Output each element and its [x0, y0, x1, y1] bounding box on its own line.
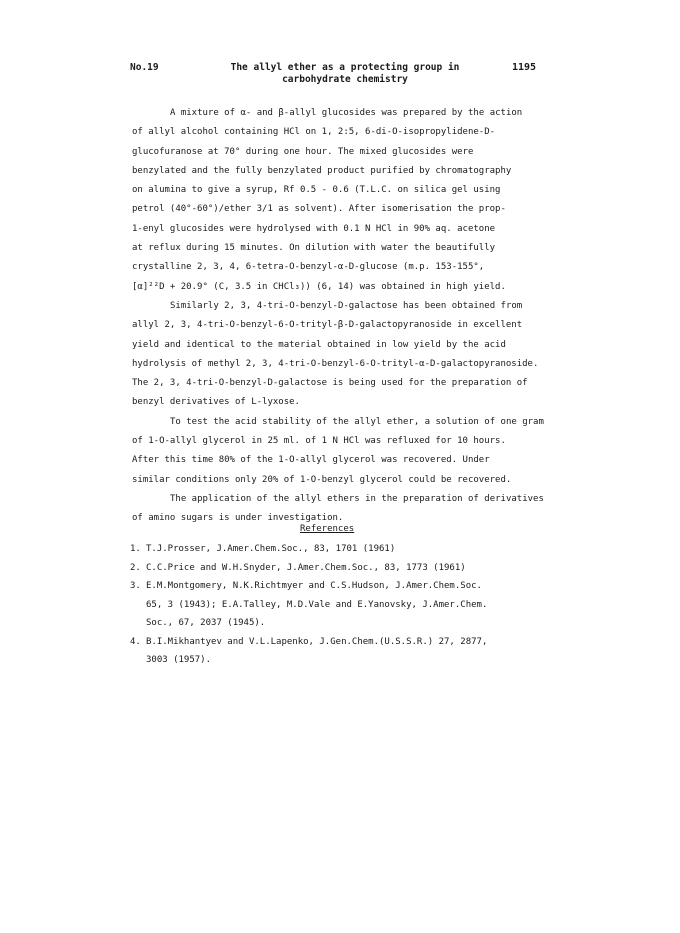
text-line: petrol (40°-60°)/ether 3/1 as solvent). After isomerisation the prop-: [132, 204, 506, 215]
reference-text: E.M.Montgomery, N.K.Richtmyer and C.S.Hudson, J.Amer.Chem.Soc.: [146, 581, 482, 591]
paragraph: [132, 104, 552, 297]
reference-number: 4.: [130, 636, 141, 647]
text-line: A mixture of α- and β-allyl glucosides was prepared by the action: [170, 108, 523, 118]
text-line: [α]²²D + 20.9° (C, 3.5 in CHCl₃)) (6, 14) was obtained in high yield.: [132, 281, 506, 292]
text-line: of allyl alcohol containing HCl on 1, 2:5, 6-di-O-isopropylidene-D-: [132, 127, 496, 138]
text-line: The application of the allyl ethers in the preparation of derivatives: [170, 493, 544, 504]
text-line: crystalline 2, 3, 4, 6-tetra-O-benzyl-α-D-glucose (m.p. 153-155°,: [132, 262, 485, 273]
reference-number: 2.: [130, 562, 141, 573]
text-line: glucofuranose at 70° during one hour. The mixed glucosides were: [132, 146, 474, 157]
reference-text: Soc., 67, 2037 (1945).: [146, 618, 266, 628]
paragraph: [132, 297, 552, 413]
text-line: of 1-O-allyl glycerol in 25 ml. of 1 N HCl was refluxed for 10 hours.: [132, 436, 506, 447]
running-title-line-2: carbohydrate chemistry: [282, 74, 408, 85]
paragraph: [132, 490, 552, 529]
journal-issue-number: No.19: [130, 62, 159, 73]
reference-item: [130, 559, 570, 578]
article-body: [132, 104, 552, 529]
text-line: 1-enyl glucosides were hydrolysed with 0.1 N HCl in 90% aq. acetone: [132, 223, 496, 234]
reference-text: C.C.Price and W.H.Snyder, J.Amer.Chem.Soc., 83, 1773 (1961): [146, 562, 466, 573]
reference-item: [130, 577, 570, 633]
text-line: allyl 2, 3, 4-tri-O-benzyl-6-O-trityl-β-D-galactopyranoside in excellent: [132, 320, 523, 331]
running-title-line-1: The allyl ether as a protecting group in: [230, 62, 460, 73]
page-number: 1195: [512, 62, 537, 73]
text-line: similar conditions only 20% of 1-O-benzyl glycerol could be recovered.: [132, 474, 512, 485]
references-list: [130, 540, 570, 670]
text-line: After this time 80% of the 1-O-allyl glycerol was recovered. Under: [132, 455, 490, 466]
text-line: Similarly 2, 3, 4-tri-O-benzyl-D-galactose has been obtained from: [170, 300, 523, 311]
reference-number: 1.: [130, 544, 141, 554]
text-line: on alumina to give a syrup, Rf 0.5 - 0.6 (T.L.C. on silica gel using: [132, 185, 501, 196]
text-line: hydrolysis of methyl 2, 3, 4-tri-O-benzyl-6-O-trityl-α-D-galactopyranoside.: [132, 358, 539, 369]
text-line: benzylated and the fully benzylated product purified by chromatography: [132, 165, 512, 176]
text-line: at reflux during 15 minutes. On dilution with water the beautifully: [132, 243, 496, 254]
text-line: benzyl derivatives of L-lyxose.: [132, 397, 300, 408]
reference-text: T.J.Prosser, J.Amer.Chem.Soc., 83, 1701 (1961): [146, 544, 396, 554]
text-line: yield and identical to the material obtained in low yield by the acid: [132, 339, 506, 350]
text-line: To test the acid stability of the allyl ether, a solution of one gram: [170, 416, 544, 427]
text-line: The 2, 3, 4-tri-O-benzyl-D-galactose is being used for the preparation of: [132, 378, 528, 389]
text-line: of amino sugars is under investigation.: [132, 513, 344, 524]
paragraph: [132, 413, 552, 490]
running-title: [215, 62, 475, 86]
references-heading: References: [300, 524, 355, 534]
reference-text: 65, 3 (1943); E.A.Talley, M.D.Vale and E.Yanovsky, J.Amer.Chem.: [146, 599, 488, 610]
reference-text: B.I.Mikhantyev and V.L.Lapenko, J.Gen.Chem.(U.S.S.R.) 27, 2877,: [146, 636, 488, 647]
reference-item: [130, 633, 570, 670]
reference-item: [130, 540, 570, 559]
reference-number: 3.: [130, 581, 141, 591]
reference-text: 3003 (1957).: [146, 655, 212, 665]
